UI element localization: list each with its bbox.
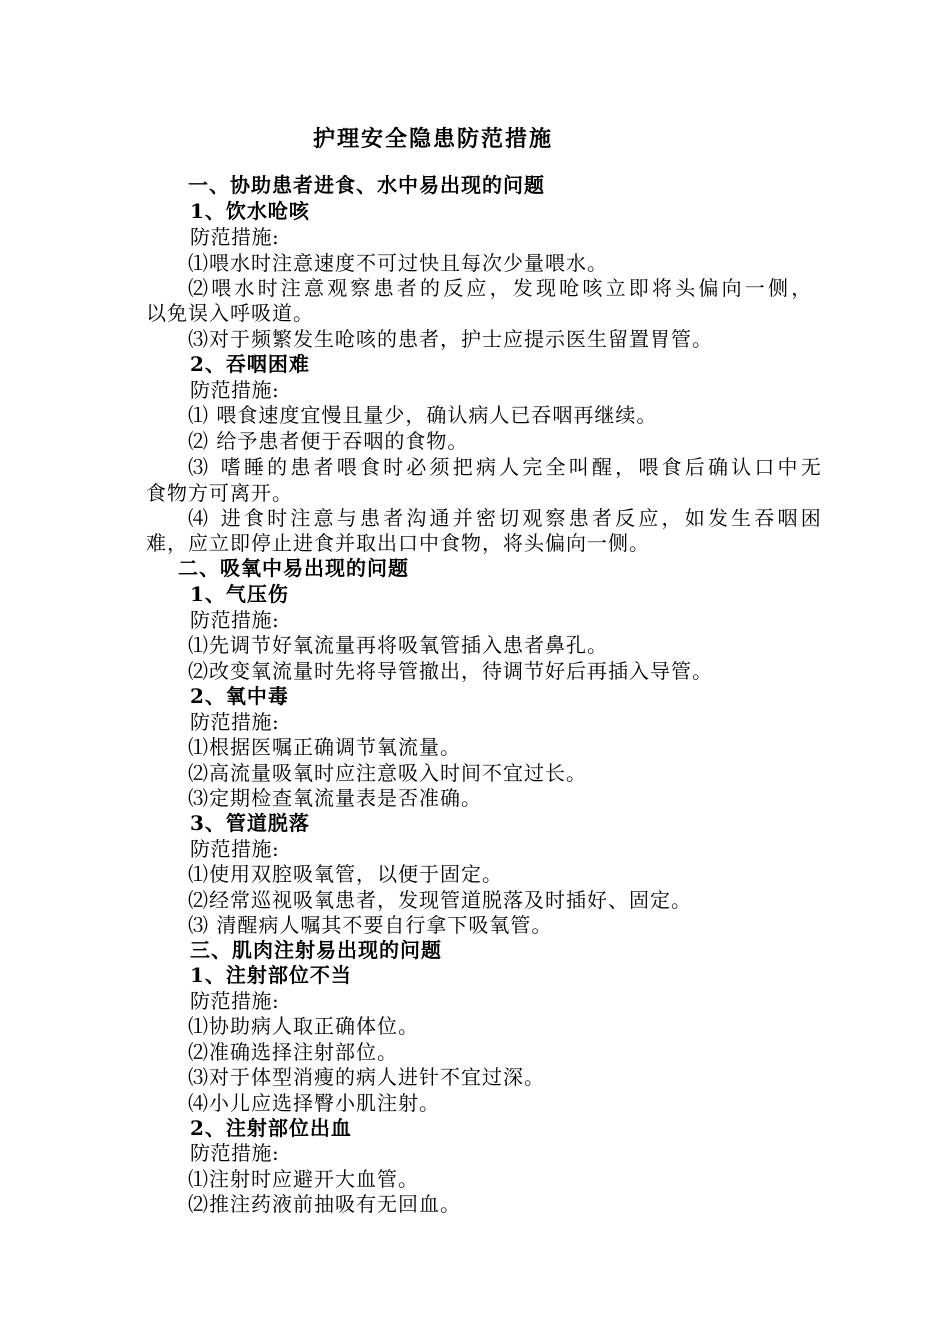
measures-label: 防范措施: [190, 608, 280, 632]
measure-item: ⑵准确选择注射部位。 [188, 1040, 398, 1064]
measures-label: 防范措施: [190, 225, 280, 249]
measure-item: ⑵ 给予患者便于吞咽的食物。 [188, 429, 469, 453]
measure-item: ⑵经常巡视吸氧患者，发现管道脱落及时插好、固定。 [188, 888, 692, 912]
measures-label: 防范措施: [190, 837, 280, 861]
measure-item: ⑴使用双腔吸氧管，以便于固定。 [188, 862, 503, 886]
measure-item: ⑴协助病人取正确体位。 [188, 1014, 419, 1038]
measure-item: ⑷ 进食时注意与患者沟通并密切观察患者反应，如发生吞咽困 [188, 506, 824, 530]
measure-item-continuation: 以免误入呼吸道。 [146, 301, 314, 325]
measures-label: 防范措施: [190, 378, 280, 402]
measure-item: ⑶ 嗜睡的患者喂食时必须把病人完全叫醒，喂食后确认口中无 [188, 455, 824, 479]
measure-item: ⑴注射时应避开大血管。 [188, 1167, 419, 1191]
measure-item: ⑴根据医嘱正确调节氧流量。 [188, 735, 461, 759]
page-title: 护理安全隐患防范措施 [312, 126, 553, 152]
subsection-heading: 2、注射部位出血 [190, 1116, 352, 1140]
measure-item: ⑶对于频繁发生呛咳的患者，护士应提示医生留置胃管。 [188, 327, 713, 351]
measures-label: 防范措施: [190, 710, 280, 734]
measure-item: ⑵高流量吸氧时应注意吸入时间不宜过长。 [188, 761, 587, 785]
measures-label: 防范措施: [190, 989, 280, 1013]
measure-item: ⑴ 喂食速度宜慢且量少，确认病人已吞咽再继续。 [188, 403, 658, 427]
measure-item: ⑵改变氧流量时先将导管撤出，待调节好后再插入导管。 [188, 659, 713, 683]
measure-item: ⑴先调节好氧流量再将吸氧管插入患者鼻孔。 [188, 633, 608, 657]
measure-item: ⑶定期检查氧流量表是否准确。 [188, 786, 482, 810]
subsection-heading: 1、饮水呛咳 [190, 199, 310, 223]
section-heading: 一、协助患者进食、水中易出现的问题 [188, 173, 545, 197]
subsection-heading: 2、吞咽困难 [190, 352, 310, 376]
measure-item-continuation: 食物方可离开。 [146, 481, 293, 505]
section-heading: 三、肌肉注射易出现的问题 [190, 938, 442, 962]
measure-item-continuation: 难，应立即停止进食并取出口中食物，将头偏向一侧。 [146, 531, 650, 555]
section-heading: 二、吸氧中易出现的问题 [178, 556, 409, 580]
measure-item: ⑷小儿应选择臀小肌注射。 [188, 1091, 440, 1115]
subsection-heading: 2、氧中毒 [190, 684, 289, 708]
measure-item: ⑶对于体型消瘦的病人进针不宜过深。 [188, 1065, 545, 1089]
subsection-heading: 3、管道脱落 [190, 811, 310, 835]
measure-item: ⑵喂水时注意观察患者的反应，发现呛咳立即将头偏向一侧， [188, 276, 815, 300]
subsection-heading: 1、气压伤 [190, 582, 289, 606]
measure-item: ⑶ 清醒病人嘱其不要自行拿下吸氧管。 [188, 913, 553, 937]
measures-label: 防范措施: [190, 1141, 280, 1165]
measure-item: ⑴喂水时注意速度不可过快且每次少量喂水。 [188, 251, 608, 275]
measure-item: ⑵推注药液前抽吸有无回血。 [188, 1192, 461, 1216]
subsection-heading: 1、注射部位不当 [190, 963, 352, 987]
